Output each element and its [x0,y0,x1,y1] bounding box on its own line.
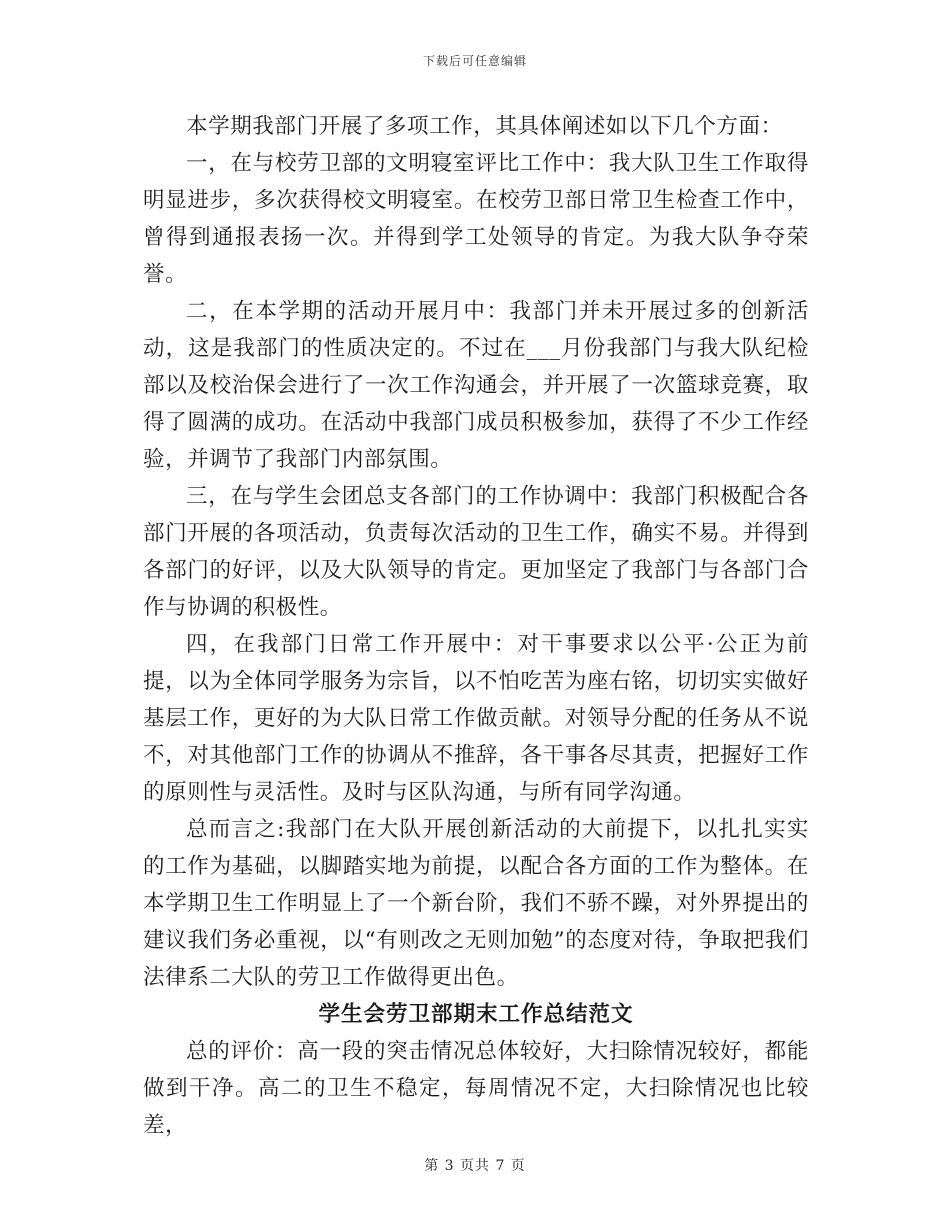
paragraph-intro: 本学期我部门开展了多项工作，其具体阐述如以下几个方面： [186,114,783,139]
paragraph-point-two: 二，在本学期的活动开展月中：我部门并未开展过多的创新活动，这是我部门的性质决定的。不过在___月份我部门与我大队纪检部以及校治保会进行了一次工作沟通会，并开展了一次篮球竞赛，取得了圆满的成功。在活动中我部门成员积极参加，获得了不少工作经验，并调节了我部门内部氛围。 [143,299,809,472]
paragraph-point-one: 一，在与校劳卫部的文明寝室评比工作中：我大队卫生工作取得明显进步，多次获得校文明寝室。在校劳卫部日常卫生检查工作中，曾得到通报表扬一次。并得到学工处领导的肯定。为我大队争夺荣誉。 [143,151,809,287]
header-note: 下载后可任意编辑 [422,54,527,68]
paragraph-overall-evaluation: 总的评价：高一段的突击情况总体较好，大扫除情况较好，都能做到干净。高二的卫生不稳定，每周情况不定，大扫除情况也比较差， [143,1039,809,1138]
document-body [143,108,809,1144]
section-title: 学生会劳卫部期末工作总结范文 [318,1002,634,1027]
paragraph-point-four: 四，在我部门日常工作开展中：对干事要求以公平·公正为前提，以为全体同学服务为宗旨，以不怕吃苦为座右铭，切切实实做好基层工作，更好的为大队日常工作做贡献。对领导分配的任务从不说不，对其他部门工作的协调从不推辞，各干事各尽其责，把握好工作的原则性与灵活性。及时与区队沟通，与所有同学沟通。 [143,632,809,805]
paragraph-point-three: 三，在与学生会团总支各部门的工作协调中：我部门积极配合各部门开展的各项活动，负责每次活动的卫生工作，确实不易。并得到各部门的好评，以及大队领导的肯定。更加坚定了我部门与各部门合作与协调的积极性。 [143,484,809,620]
page-number: 第 3 页共 7 页 [424,1158,526,1174]
paragraph-summary: 总而言之:我部门在大队开展创新活动的大前提下，以扎扎实实的工作为基础，以脚踏实地为前提，以配合各方面的工作为整体。在本学期卫生工作明显上了一个新台阶，我们不骄不躁，对外界提出的建议我们务必重视，以“有则改之无则加勉”的态度对待，争取把我们法律系二大队的劳卫工作做得更出色。 [143,817,809,990]
